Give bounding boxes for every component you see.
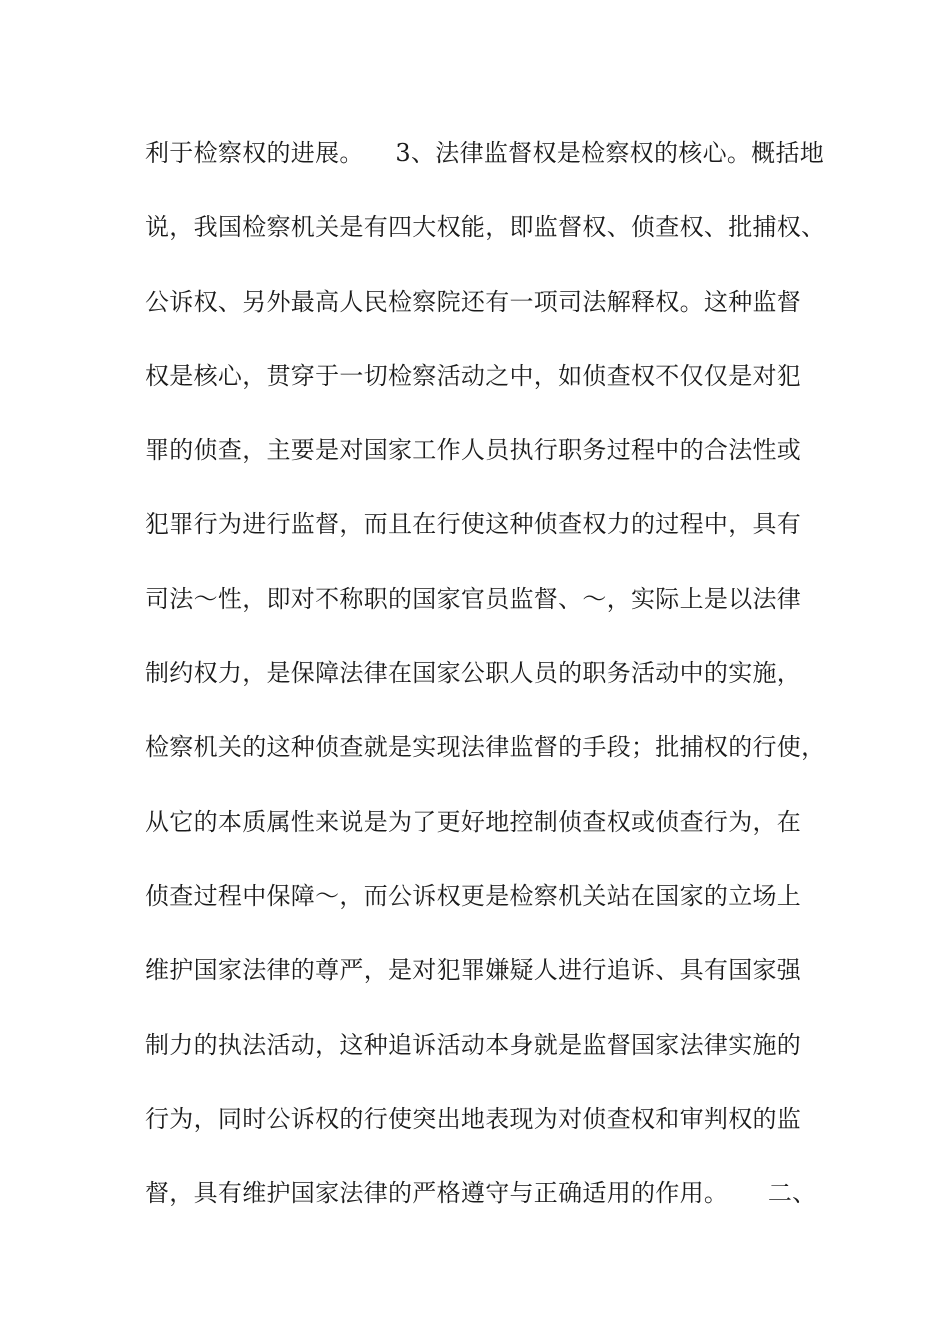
text-line-3: 公诉权、另外最高人民检察院还有一项司法解释权。这种监督 (145, 287, 802, 316)
text-line-1: 利于检察权的进展。 3、法律监督权是检察权的核心。概括地 (145, 139, 825, 167)
text-line-7: 司法～性，即对不称职的国家官员监督、～，实际上是以法律 (145, 584, 802, 613)
text-line-15: 督，具有维护国家法律的严格遵守与正确适用的作用。 二、 (145, 1179, 817, 1208)
text-line-5: 罪的侦查，主要是对国家工作人员执行职务过程中的合法性或 (145, 436, 802, 465)
text-line-8: 制约权力，是保障法律在国家公职人员的职务活动中的实施， (145, 659, 802, 688)
text-line-11: 侦查过程中保障～，而公诉权更是检察机关站在国家的立场上 (145, 881, 802, 910)
text-line-9: 检察机关的这种侦查就是实现法律监督的手段；批捕权的行使， (145, 733, 826, 762)
text-line-10: 从它的本质属性来说是为了更好地控制侦查权或侦查行为，在 (145, 807, 802, 836)
text-line-6: 犯罪行为进行监督，而且在行使这种侦查权力的过程中，具有 (145, 510, 802, 539)
text-line-4: 权是核心，贯穿于一切检察活动之中，如侦查权不仅仅是对犯 (145, 361, 802, 390)
text-line-13: 制力的执法活动，这种追诉活动本身就是监督国家法律实施的 (145, 1030, 802, 1059)
body-text (145, 133, 826, 1247)
text-line-12: 维护国家法律的尊严，是对犯罪嫌疑人进行追诉、具有国家强 (145, 956, 802, 985)
text-line-2: 说，我国检察机关是有四大权能，即监督权、侦查权、批捕权、 (145, 213, 826, 242)
text-line-14: 行为，同时公诉权的行使突出地表现为对侦查权和审判权的监 (145, 1104, 802, 1133)
